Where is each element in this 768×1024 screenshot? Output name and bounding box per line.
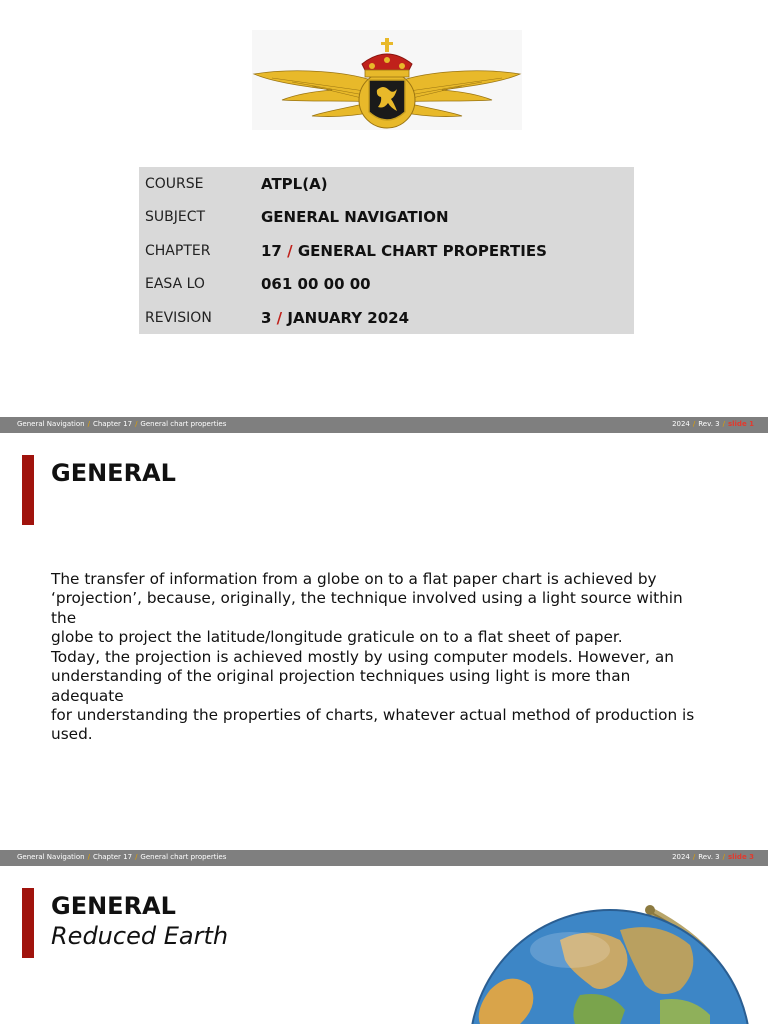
globe-image — [460, 900, 768, 1024]
winged-crest-icon — [252, 30, 522, 130]
revision-value — [261, 309, 409, 327]
chapter-separator: / — [287, 241, 293, 260]
footer-breadcrumb: General Navigation / Chapter 17 / General chart properties — [17, 420, 227, 428]
subject-label: SUBJECT — [145, 208, 206, 225]
chapter-label: CHAPTER — [145, 242, 211, 259]
footer-rev: Rev. 3 — [698, 853, 720, 861]
slide-subtitle: Reduced Earth — [51, 922, 229, 950]
chapter-title: GENERAL CHART PROPERTIES — [297, 241, 547, 260]
footer-slide-number: slide 3 — [727, 853, 754, 861]
revision-label: REVISION — [145, 309, 212, 326]
chapter-number: 17 — [261, 241, 282, 260]
footer-chapter: Chapter 17 — [92, 420, 133, 428]
chapter-row — [139, 234, 634, 267]
subject-row — [139, 200, 634, 233]
easa-row — [139, 267, 634, 300]
footer-topic: General chart properties — [140, 420, 227, 428]
course-value: ATPL(A) — [261, 174, 328, 193]
course-label: COURSE — [145, 175, 204, 192]
course-row — [139, 167, 634, 200]
footer-meta: 2024 / Rev. 3 / slide 3 — [672, 853, 754, 861]
title-accent-bar — [22, 888, 34, 958]
paragraph-projection: The transfer of information from a globe on to a flat paper chart is achieved by ‘projection’, because, originally, the technique involved using a light source within the globe to project the latitude/longitude graticule on to a flat sheet of paper. — [51, 570, 683, 646]
footer-meta: 2024 / Rev. 3 / slide 1 — [672, 420, 754, 428]
footer-section: General Navigation — [17, 853, 85, 861]
paragraph-computer-models: Today, the projection is achieved mostly by using computer models. However, an understanding of the original projection techniques using light is more than adequate for understanding the properties of charts, whatever actual method of production is used. — [51, 648, 695, 744]
footer-topic: General chart properties — [140, 853, 227, 861]
chapter-value — [261, 242, 547, 260]
easa-value: 061 00 00 00 — [261, 274, 371, 293]
slide-title: GENERAL — [51, 459, 176, 487]
globe-icon — [460, 900, 768, 1024]
slide-title: GENERAL — [51, 892, 176, 920]
footer-breadcrumb: General Navigation / Chapter 17 / General chart properties — [17, 853, 227, 861]
revision-date: JANUARY 2024 — [287, 308, 410, 327]
revision-separator: / — [276, 308, 283, 327]
footer-rev: Rev. 3 — [698, 420, 720, 428]
revision-row — [139, 301, 634, 334]
footer-slide-number: slide 1 — [727, 420, 754, 428]
footer-year: 2024 — [672, 853, 690, 861]
revision-number: 3 — [261, 308, 272, 327]
course-info-table — [139, 167, 634, 334]
easa-label: EASA LO — [145, 275, 205, 292]
slide-footer-bar — [0, 850, 768, 866]
subject-value: GENERAL NAVIGATION — [261, 207, 449, 226]
footer-chapter: Chapter 17 — [92, 853, 133, 861]
title-accent-bar — [22, 455, 34, 525]
slide-footer-bar — [0, 417, 768, 433]
emblem — [252, 30, 522, 130]
footer-year: 2024 — [672, 420, 690, 428]
footer-section: General Navigation — [17, 420, 85, 428]
